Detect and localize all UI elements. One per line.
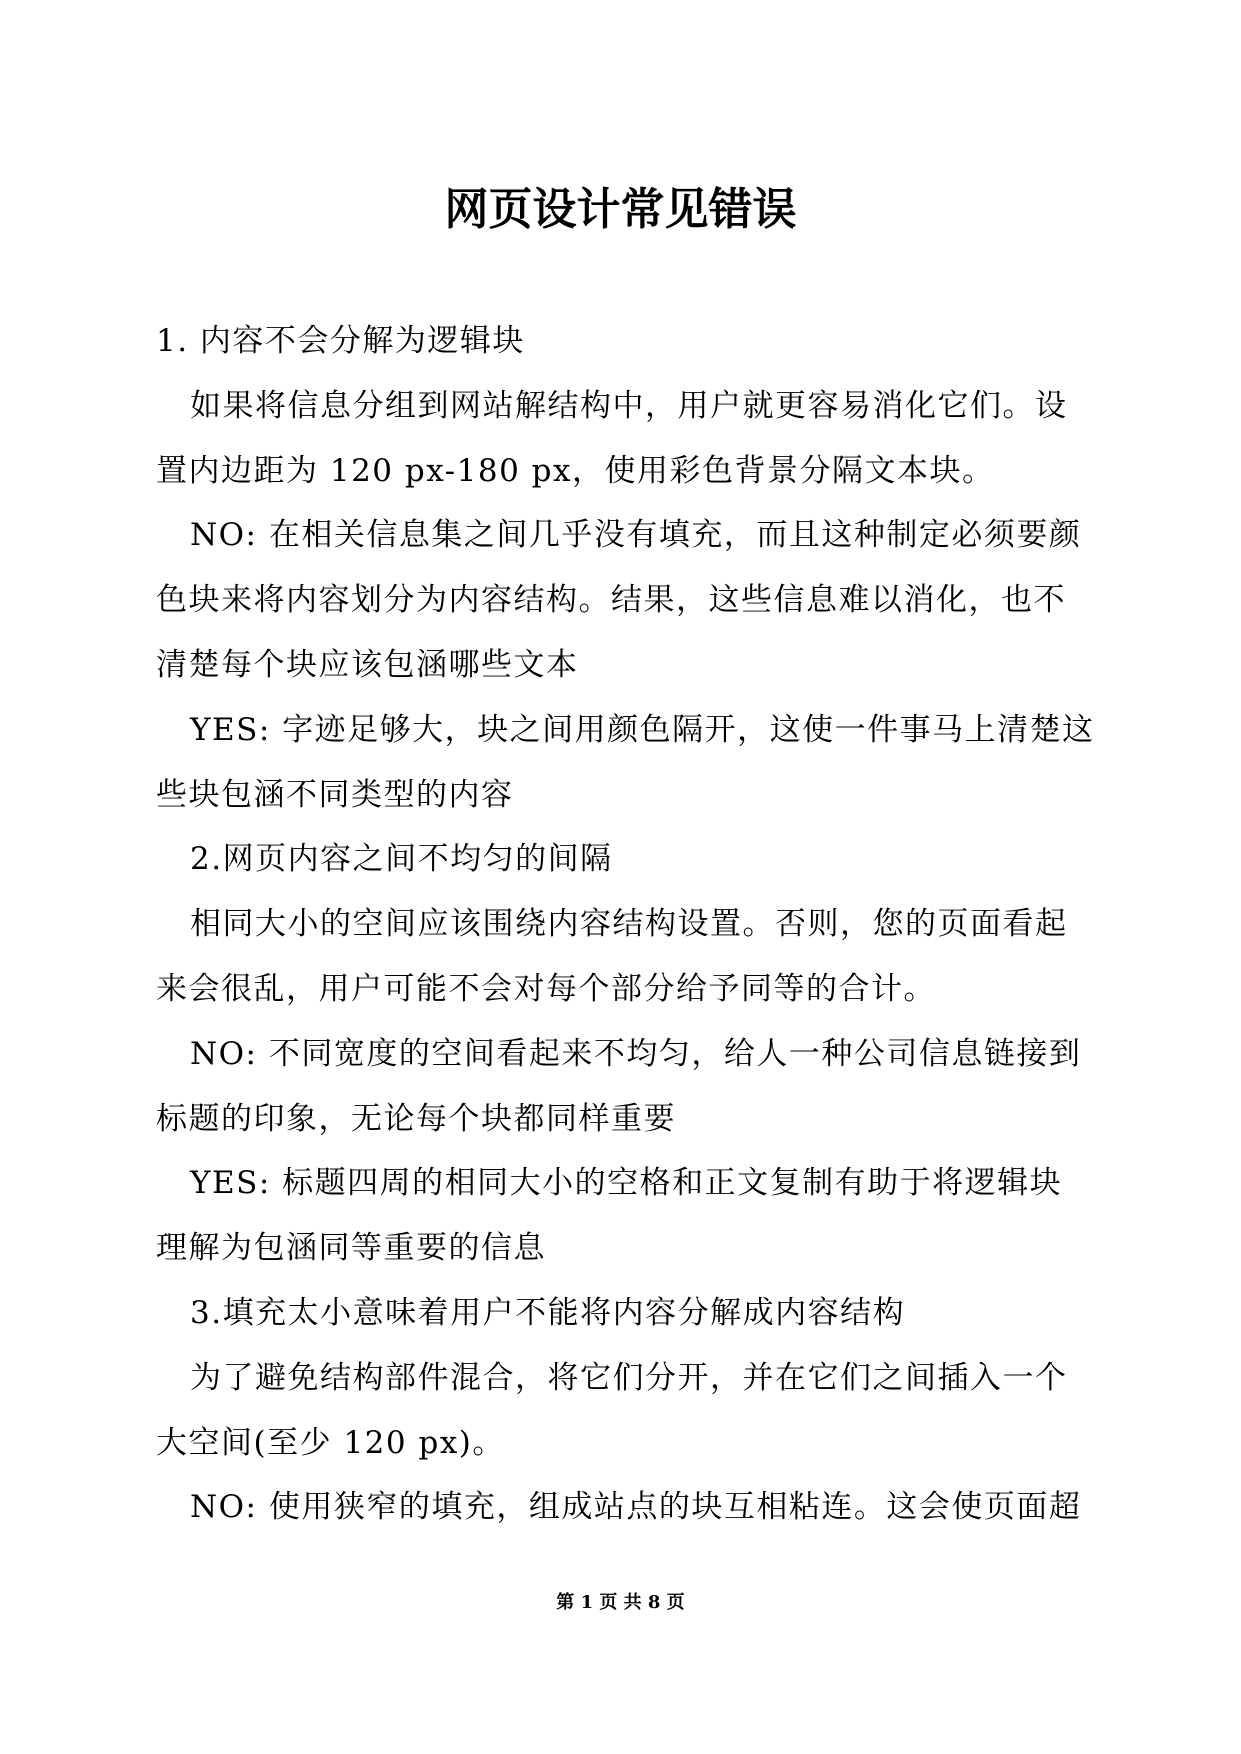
paragraph bbox=[156, 698, 1095, 763]
section-heading bbox=[156, 827, 1086, 892]
page-footer: 第 1 页 共 8 页 bbox=[556, 1592, 685, 1613]
document-title: 网页设计常见错误 bbox=[444, 184, 797, 235]
text-line: 色块来将内容划分为内容结构。结果，这些信息难以消化，也不 bbox=[156, 582, 1066, 619]
text-line: 3.填充太小意味着用户不能将内容分解成内容结构 bbox=[190, 1294, 906, 1331]
text-line: 1. 内容不会分解为逻辑块 bbox=[156, 323, 525, 359]
paragraph-continuation bbox=[156, 1411, 1086, 1476]
paragraph-continuation bbox=[156, 1087, 1086, 1152]
text-line: 为了避免结构部件混合，将它们分开，并在它们之间插入一个 bbox=[190, 1359, 1068, 1396]
text-line: NO: 不同宽度的空间看起来不均匀，给人一种公司信息链接到 bbox=[190, 1035, 1082, 1072]
paragraph bbox=[156, 892, 1086, 957]
text-line: 来会很乱，用户可能不会对每个部分给予同等的合计。 bbox=[156, 970, 936, 1007]
paragraph bbox=[156, 1475, 1086, 1540]
text-line: YES: 标题四周的相同大小的空格和正文复制有助于将逻辑块 bbox=[190, 1165, 1063, 1202]
text-line: 相同大小的空间应该围绕内容结构设置。否则，您的页面看起 bbox=[190, 906, 1068, 943]
paragraph bbox=[156, 1151, 1086, 1216]
document-body bbox=[156, 309, 1095, 1540]
paragraph-continuation bbox=[156, 957, 1086, 1022]
text-line: 清楚每个块应该包涵哪些文本 bbox=[156, 646, 579, 683]
paragraph bbox=[156, 1022, 1086, 1087]
text-line: 标题的印象，无论每个块都同样重要 bbox=[156, 1100, 676, 1137]
text-line: 2.网页内容之间不均匀的间隔 bbox=[190, 841, 613, 878]
text-line: YES: 字迹足够大，块之间用颜色隔开，这使一件事马上清楚这 bbox=[190, 711, 1095, 748]
text-line: 置内边距为 120 px-180 px，使用彩色背景分隔文本块。 bbox=[156, 452, 995, 489]
paragraph-continuation bbox=[156, 568, 1086, 698]
section-heading bbox=[156, 1281, 1086, 1346]
text-line: 大空间(至少 120 px)。 bbox=[156, 1424, 505, 1461]
section-heading bbox=[156, 309, 1086, 374]
paragraph-continuation bbox=[156, 763, 1086, 828]
paragraph-continuation bbox=[156, 1216, 1086, 1281]
text-line: NO: 在相关信息集之间几乎没有填充，而且这种制定必须要颜 bbox=[190, 517, 1082, 554]
text-line: NO: 使用狭窄的填充，组成站点的块互相粘连。这会使页面超 bbox=[190, 1489, 1082, 1526]
paragraph-continuation bbox=[156, 439, 1086, 504]
text-line: 理解为包涵同等重要的信息 bbox=[156, 1230, 546, 1267]
text-line: 如果将信息分组到网站解结构中，用户就更容易消化它们。设 bbox=[190, 387, 1068, 424]
paragraph bbox=[156, 1346, 1086, 1411]
text-line: 些块包涵不同类型的内容 bbox=[156, 776, 514, 813]
paragraph bbox=[156, 374, 1086, 439]
paragraph bbox=[156, 503, 1086, 568]
